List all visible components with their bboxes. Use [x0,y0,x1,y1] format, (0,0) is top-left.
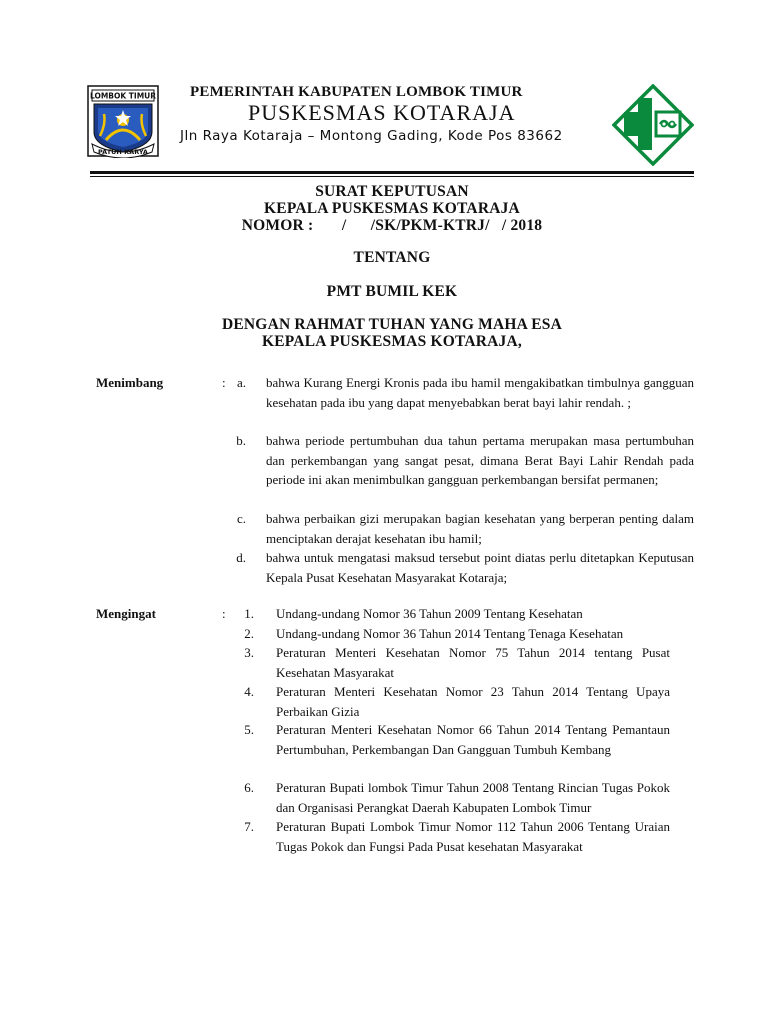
government-name: PEMERINTAH KABUPATEN LOMBOK TIMUR [190,84,523,100]
letterhead-rule [90,171,694,174]
menimbang-colon: : [222,375,226,390]
menimbang-item: bahwa perbaikan gizi merupakan bagian kesehatan yang berperan penting dalam menciptakan derajat kesehatan ibu hamil; [266,511,694,546]
menimbang-item: bahwa periode pertumbuhan dua tahun pertama merupakan masa pertumbuhan dan perkembangan yang sangat pesat, dimana Berat Bayi Lahir Rendah pada periode ini akan menimbulkan gangguan perkembangan bersifat permanen; [266,433,694,487]
mengingat-marker: 4. [244,684,254,699]
mengingat-item: Undang-undang Nomor 36 Tahun 2014 Tentang Tenaga Kesehatan [276,626,624,641]
mengingat-item: Peraturan Menteri Kesehatan Nomor 23 Tahun 2014 Tentang Upaya Perbaikan Gizia [276,684,670,719]
institution-name: PUSKESMAS KOTARAJA [248,100,516,125]
opening-line: DENGAN RAHMAT TUHAN YANG MAHA ESA [221,316,563,333]
mengingat-item: Peraturan Menteri Kesehatan Nomor 75 Tahun 2014 tentang Pusat Kesehatan Masyarakat [276,645,670,680]
mengingat-marker: 7. [244,819,254,834]
menimbang-item: bahwa untuk mengatasi maksud tersebut point diatas perlu ditetapkan Keputusan Kepala Pusat Kesehatan Masyarakat Kotaraja; [266,550,694,585]
mengingat-colon: : [222,606,226,621]
letterhead-rule-thin [90,176,694,177]
mengingat-item: Peraturan Bupati lombok Timur Tahun 2008 Tentang Rincian Tugas Pokok dan Organisasi Perangkat Daerah Kabupaten Lombok Timur [276,780,670,815]
mengingat-marker: 6. [244,780,254,795]
menimbang-marker: a. [236,375,246,390]
menimbang-item: bahwa Kurang Energi Kronis pada ibu hamil mengakibatkan timbulnya gangguan kesehatan pada ibu yang dapat menyebabkan berat bayi lahir rendah. ; [266,375,694,410]
svg-text:PATUH KARYA: PATUH KARYA [98,148,148,156]
svg-text:LOMBOK TIMUR: LOMBOK TIMUR [89,91,157,101]
mengingat-marker: 1. [244,606,254,621]
menimbang-label: Menimbang [96,375,164,390]
opening-line-issuer: KEPALA PUSKESMAS KOTARAJA, [262,333,522,350]
tentang-heading: TENTANG [353,249,431,266]
mengingat-marker: 2. [244,626,254,641]
menimbang-marker: d. [236,550,246,565]
mengingat-marker: 3. [244,645,254,660]
decree-title: SURAT KEPUTUSAN [315,183,469,200]
regency-emblem [86,84,160,158]
mengingat-item: Undang-undang Nomor 36 Tahun 2009 Tentang Kesehatan [276,606,583,621]
menimbang-marker: c. [236,511,246,526]
mengingat-label: Mengingat [96,606,156,621]
institution-address: Jln Raya Kotaraja – Montong Gading, Kode Pos 83662 [180,128,563,144]
decree-issuer: KEPALA PUSKESMAS KOTARAJA [264,200,520,217]
puskesmas-logo-icon [612,84,694,166]
mengingat-marker: 5. [244,722,254,737]
decree-subject: PMT BUMIL KEK [326,283,458,300]
menimbang-marker: b. [236,433,246,448]
decree-number: NOMOR : / /SK/PKM-KTRJ/ / 2018 [241,217,543,234]
mengingat-item: Peraturan Bupati Lombok Timur Nomor 112 Tahun 2006 Tentang Uraian Tugas Pokok dan Fungsi Pada Pusat kesehatan Masyarakat [276,819,670,854]
mengingat-item: Peraturan Menteri Kesehatan Nomor 66 Tahun 2014 Tentang Pemantaun Pertumbuhan, Perkembangan Dan Gangguan Tumbuh Kembang [276,722,670,757]
